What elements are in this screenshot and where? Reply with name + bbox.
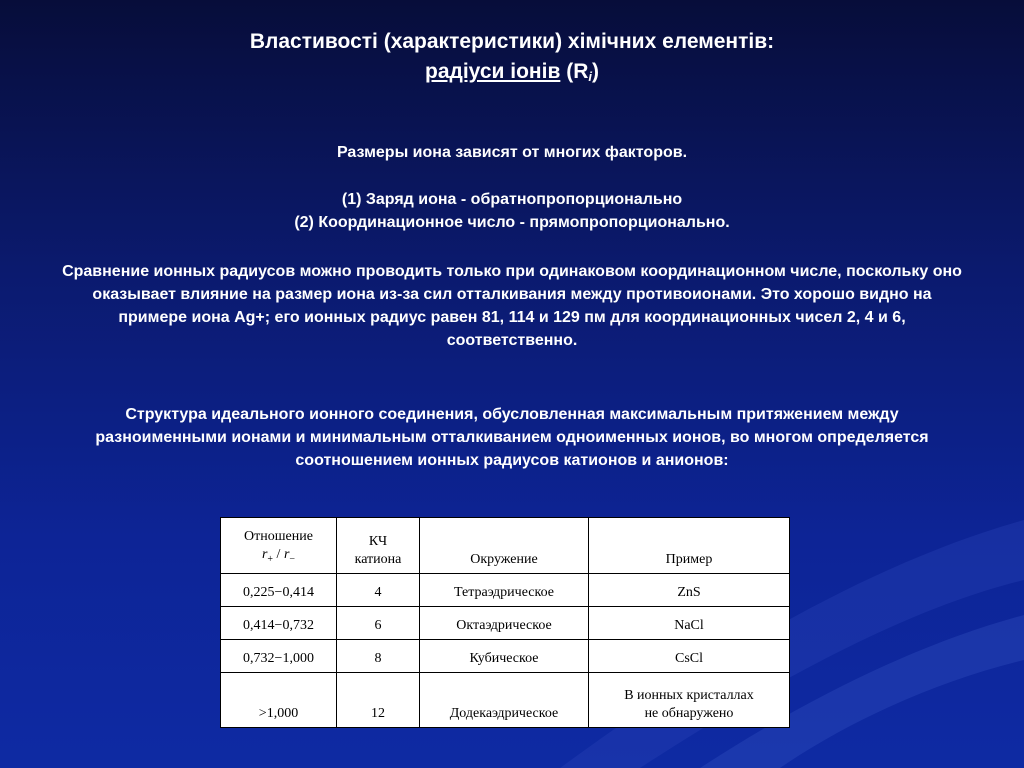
- cell-example: NaCl: [589, 607, 790, 640]
- title-symbol: R: [573, 60, 589, 83]
- cell-example: В ионных кристаллах не обнаружено: [589, 673, 790, 728]
- cell-environment: Тетраэдрическое: [420, 574, 589, 607]
- cell-example: ZnS: [589, 574, 790, 607]
- title-line-1: Властивості (характеристики) хімічних елементів:: [249, 30, 775, 53]
- table-header-row: [221, 518, 790, 574]
- comparison-paragraph: Сравнение ионных радиусов можно проводить только при одинаковом координационном числе, поскольку оно оказывает влияние на размер иона из-за сил отталкивания между противоионами. Это хорошо видно на примере иона Ag+; его ионных радиус равен 81, 114 и 129 пм для координационных чисел 2, 4 и 6, соответственно.: [62, 263, 962, 349]
- table-row: [221, 574, 790, 607]
- cell-cn: 12: [337, 673, 420, 728]
- cell-cn: 6: [337, 607, 420, 640]
- table-row: [221, 673, 790, 728]
- cell-cn: 4: [337, 574, 420, 607]
- cell-ratio: 0,732−1,000: [221, 640, 337, 673]
- cell-environment: Октаэдрическое: [420, 607, 589, 640]
- table-row: [221, 607, 790, 640]
- cell-ratio: 0,414−0,732: [221, 607, 337, 640]
- cell-environment: Додекаэдрическое: [420, 673, 589, 728]
- header-ratio: Отношение $r_+ / r_-$: [221, 518, 337, 574]
- title-symbol-subscript: i: [588, 69, 592, 84]
- slide-title: [0, 27, 1024, 92]
- radius-ratio-table: [220, 517, 790, 728]
- header-example: Пример: [589, 518, 790, 574]
- header-environment: Окружение: [420, 518, 589, 574]
- cell-ratio: 0,225−0,414: [221, 574, 337, 607]
- cell-ratio: >1,000: [221, 673, 337, 728]
- factor-2-text: (2) Координационное число - прямопропорционально.: [294, 214, 730, 231]
- structure-paragraph: Структура идеального ионного соединения, обусловленная максимальным притяжением между разноименными ионами и минимальным отталкиванием одноименных ионов, во многом определяется соотношением ионных радиусов катионов и анионов:: [95, 406, 929, 469]
- cell-example: CsCl: [589, 640, 790, 673]
- factor-1-text: (1) Заряд иона - обратнопропорционально: [341, 191, 683, 208]
- title-subject: радіуси іонів: [425, 60, 561, 83]
- header-coordination-number: КЧ катиона: [337, 518, 420, 574]
- title-line-2: радіуси іонів $(R_i)$: [425, 60, 599, 84]
- cell-cn: 8: [337, 640, 420, 673]
- table-row: [221, 640, 790, 673]
- intro-text: Размеры иона зависят от многих факторов.: [336, 144, 688, 161]
- cell-environment: Кубическое: [420, 640, 589, 673]
- ratio-formula: $r_+ / r_-$: [261, 547, 296, 565]
